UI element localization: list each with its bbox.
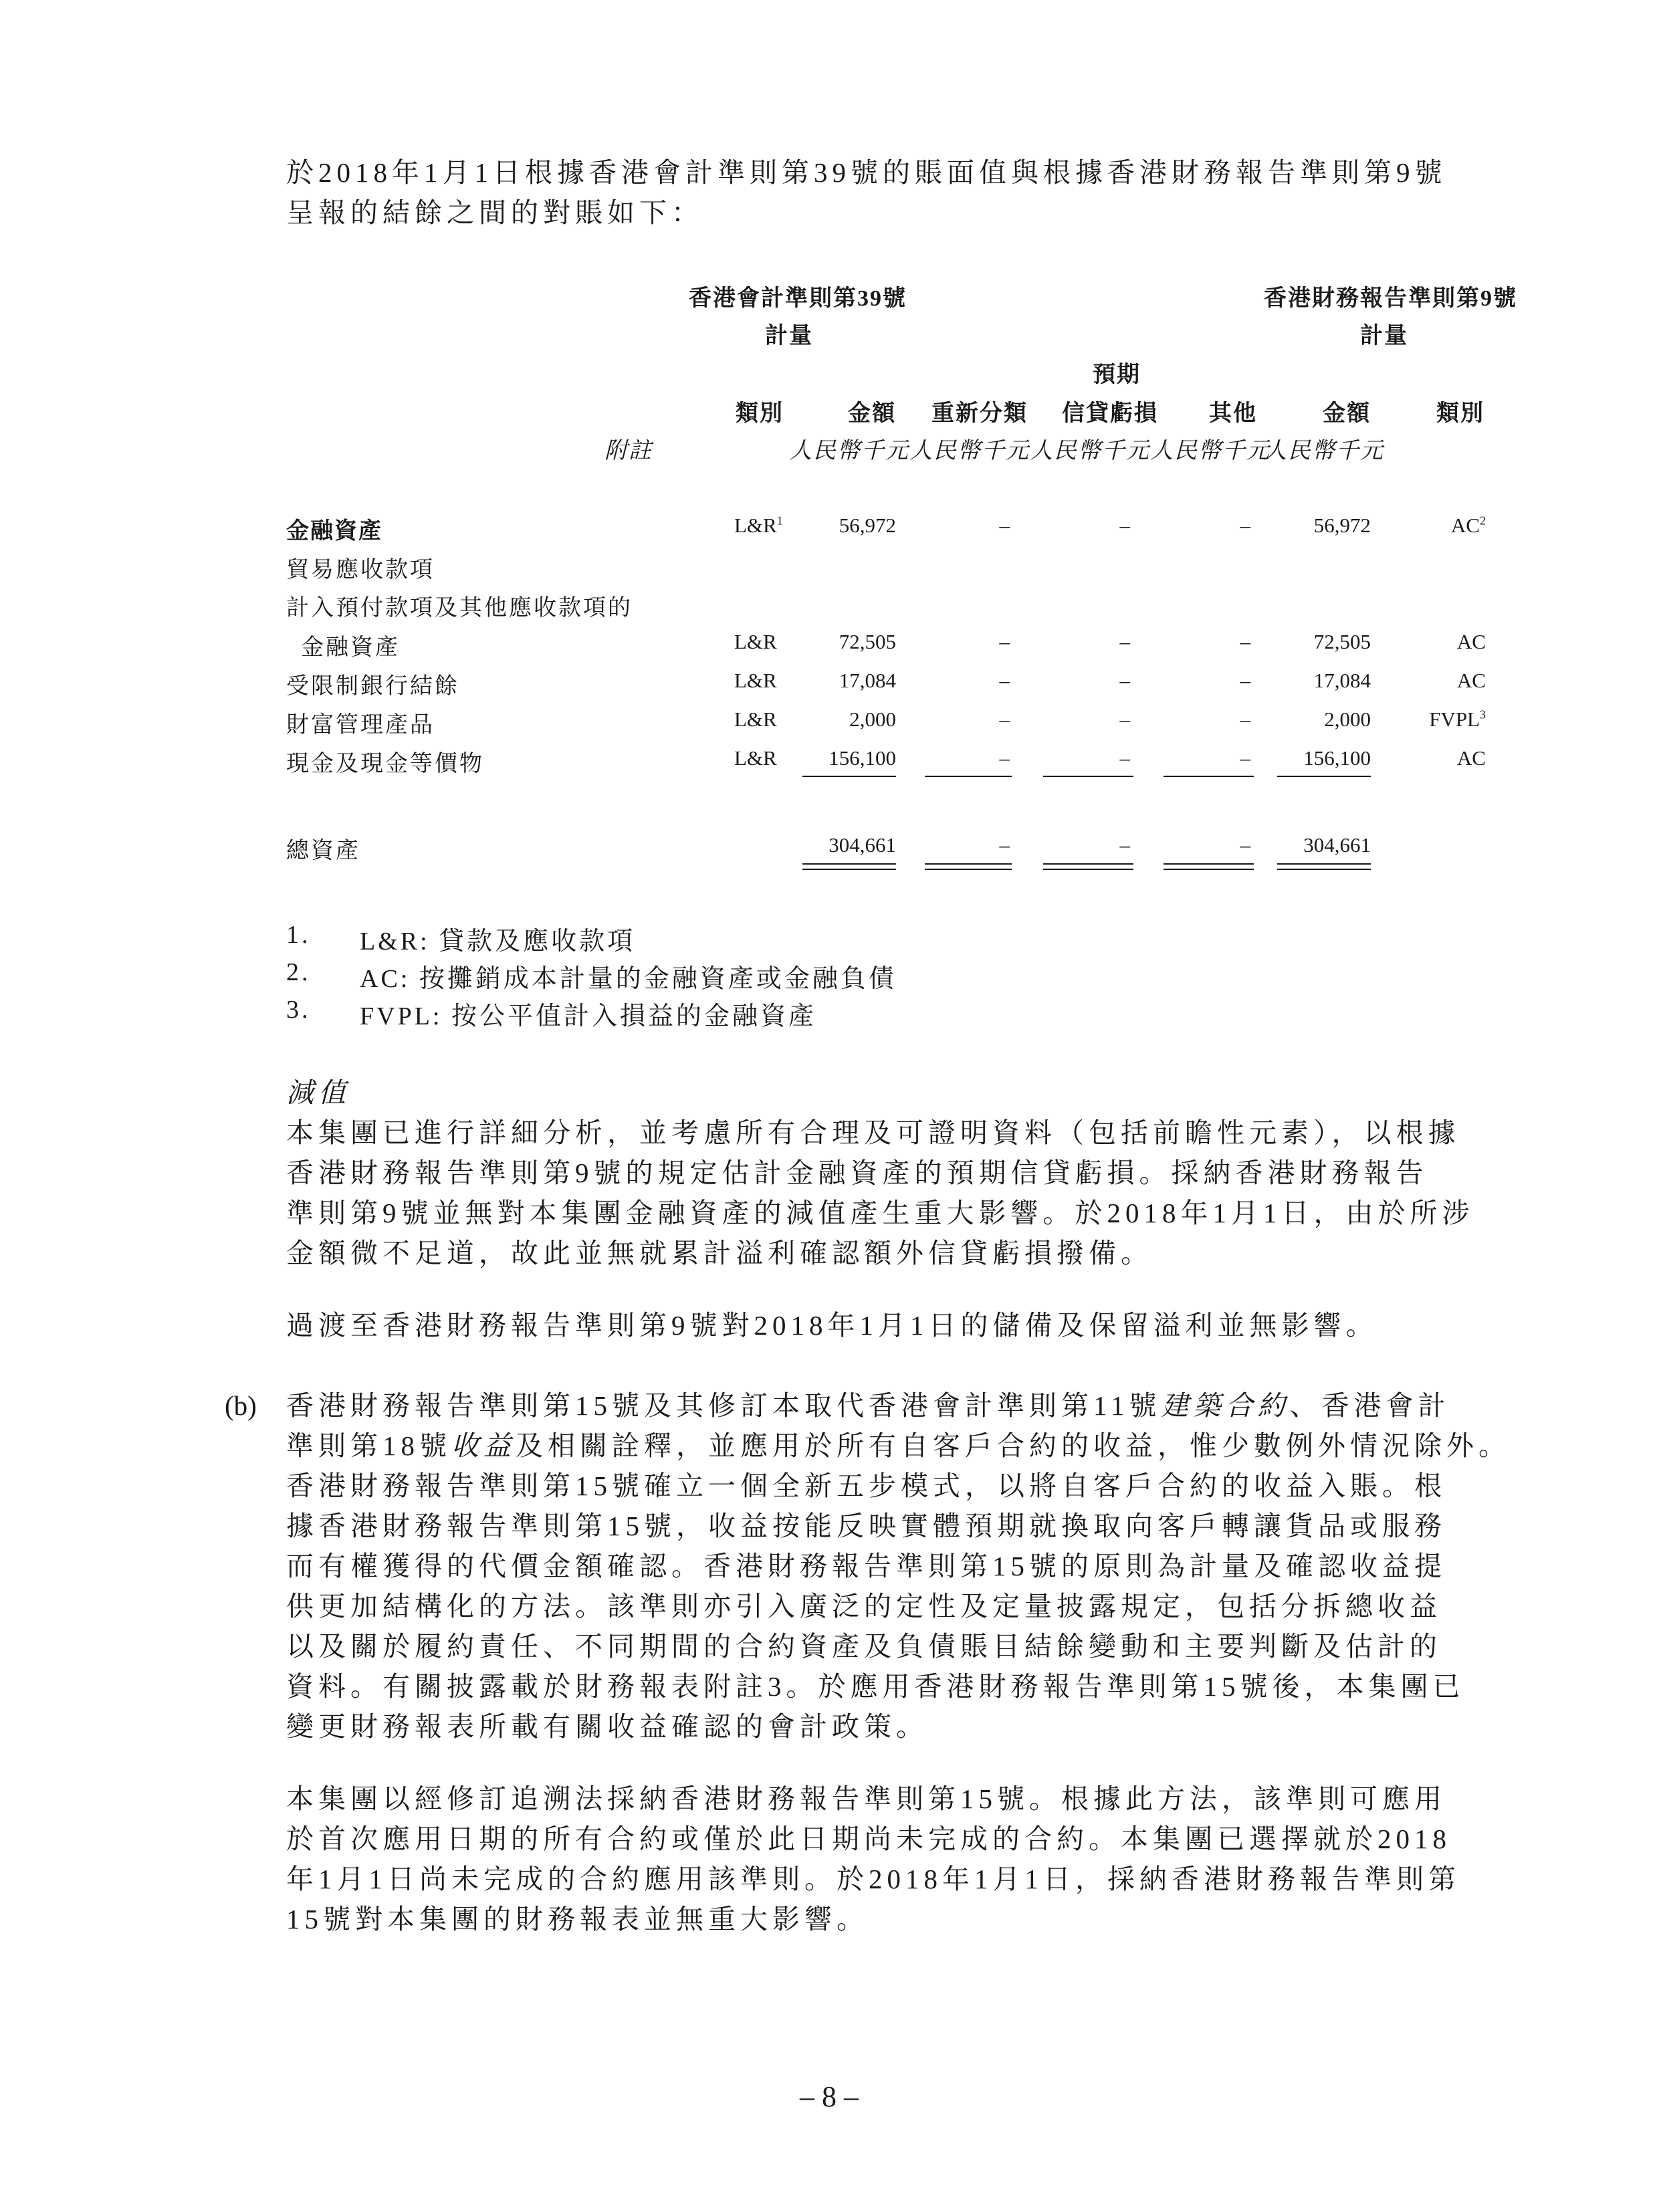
cell-amount-left: 72,505 bbox=[839, 630, 896, 653]
unit-label: 人民幣千元 bbox=[909, 439, 1030, 463]
unit-label: 人民幣千元 bbox=[789, 439, 909, 463]
cell-category-right: FVPL$^3$ bbox=[1429, 707, 1486, 731]
item-b-line: 而有權獲得的代價金額確認。香港財務報告準則第15號的原則為計量及確認收益提 bbox=[286, 1551, 1446, 1581]
cell-category-left: L&R bbox=[734, 707, 777, 731]
footnote-number: 2. bbox=[286, 958, 311, 986]
cell-category-left: L&R bbox=[734, 669, 777, 692]
col-header-other: 其他 bbox=[1209, 401, 1257, 426]
unit-label: 人民幣千元 bbox=[1150, 439, 1270, 463]
cell-other: – bbox=[1240, 746, 1250, 770]
cell-ecl: – bbox=[1119, 669, 1130, 692]
cell-category-left: L&R bbox=[734, 630, 777, 653]
cell-amount-left: 56,972 bbox=[839, 514, 896, 537]
page-number: – 8 – bbox=[800, 2080, 859, 2113]
footnote-number: 3. bbox=[286, 996, 311, 1024]
row-label-trade-receivables: 貿易應收款項 bbox=[286, 558, 435, 582]
item-b-line: 香港財務報告準則第15號及其修訂本取代香港會計準則第11號建築合約、香港會計 bbox=[286, 1390, 1450, 1421]
total-rule bbox=[802, 869, 896, 870]
cell-reclass: – bbox=[999, 630, 1010, 653]
cell-ecl: – bbox=[1119, 746, 1130, 770]
item-b-line: 以及關於履約責任、不同期間的合約資產及負債賬目結餘變動和主要判斷及估計的 bbox=[286, 1631, 1442, 1662]
adoption-line: 年1月1日尚未完成的合約應用該準則。於2018年1月1日，採納香港財務報告準則第 bbox=[286, 1864, 1460, 1894]
item-b-line: 準則第18號收益及相關詮釋，並應用於所有自客戶合約的收益，惟少數例外情況除外。 bbox=[286, 1430, 1511, 1461]
cell-total-reclass: – bbox=[999, 833, 1010, 857]
impairment-line: 本集團已進行詳細分析，並考慮所有合理及可證明資料（包括前瞻性元素），以根據 bbox=[286, 1117, 1460, 1148]
cell-amount-right: 72,505 bbox=[1313, 630, 1371, 653]
group-header-hkas39-measure: 計量 bbox=[765, 324, 813, 348]
section-title-financial-assets: 金融資產 bbox=[286, 519, 382, 544]
adoption-line: 15號對本集團的財務報表並無重大影響。 bbox=[286, 1904, 869, 1934]
cell-other: – bbox=[1240, 707, 1250, 731]
cell-category-left: $L\&R^1$ bbox=[734, 514, 783, 537]
cell-category-right: AC bbox=[1456, 746, 1486, 770]
total-rule bbox=[802, 863, 896, 865]
cell-category-left: L&R bbox=[734, 746, 777, 770]
col-header-reclass: 重新分類 bbox=[931, 401, 1028, 426]
subtotal-rule bbox=[1164, 776, 1254, 777]
cell-amount-right: 56,972 bbox=[1313, 514, 1371, 537]
cell-ecl: – bbox=[1119, 514, 1130, 537]
cell-reclass: – bbox=[999, 669, 1010, 692]
col-header-category-right: 類別 bbox=[1436, 401, 1484, 426]
cell-reclass: – bbox=[999, 707, 1010, 731]
row-label-restricted-bank: 受限制銀行結餘 bbox=[286, 674, 459, 699]
item-b-line: 變更財務報表所載有關收益確認的會計政策。 bbox=[286, 1711, 928, 1742]
item-b-line: 據香港財務報告準則第15號，收益按能反映實體預期就換取向客戶轉讓貨品或服務 bbox=[286, 1511, 1446, 1541]
transition-paragraph bbox=[286, 1305, 1503, 1345]
item-b-marker: (b) bbox=[225, 1390, 257, 1421]
cell-total-amount-left: 304,661 bbox=[828, 833, 896, 857]
transition-line: 過渡至香港財務報告準則第9號對2018年1月1日的儲備及保留溢利並無影響。 bbox=[286, 1310, 1378, 1341]
total-rule bbox=[1043, 869, 1133, 870]
footnote-text: L&R: 貸款及應收款項 bbox=[360, 927, 636, 956]
cell-ecl: – bbox=[1119, 707, 1130, 731]
total-rule bbox=[1277, 869, 1371, 870]
subtotal-rule bbox=[1277, 776, 1371, 777]
cell-category-right: $AC^2$ bbox=[1450, 514, 1486, 537]
total-rule bbox=[1277, 863, 1371, 865]
adoption-paragraph bbox=[286, 1779, 1503, 1939]
intro-line: 呈報的結餘之間的對賬如下： bbox=[286, 197, 703, 228]
cell-reclass: – bbox=[999, 746, 1010, 770]
row-label-cash: 現金及現金等價物 bbox=[286, 752, 484, 776]
item-b-line: 香港財務報告準則第15號確立一個全新五步模式，以將自客戶合約的收益入賬。根 bbox=[286, 1470, 1446, 1501]
unit-label: 人民幣千元 bbox=[1264, 439, 1384, 463]
group-header-hkfrs9-measure: 計量 bbox=[1360, 324, 1408, 348]
impairment-line: 金額微不足道，故此並無就累計溢利確認額外信貸虧損撥備。 bbox=[286, 1238, 1153, 1268]
col-header-ecl-line2: 信貸虧損 bbox=[1062, 401, 1158, 426]
cell-amount-right: 17,084 bbox=[1313, 669, 1371, 692]
cell-other: – bbox=[1240, 514, 1250, 537]
col-header-amount-right: 金額 bbox=[1323, 401, 1371, 426]
row-label-prepayments-cont: 金融資產 bbox=[301, 635, 400, 660]
cell-total-ecl: – bbox=[1119, 833, 1130, 857]
unit-label: 人民幣千元 bbox=[1030, 439, 1150, 463]
intro-paragraph bbox=[286, 152, 1503, 233]
footnote-text: AC: 按攤銷成本計量的金融資產或金融負債 bbox=[360, 965, 897, 993]
cell-total-other: – bbox=[1240, 833, 1250, 857]
item-b-line: 資料。有關披露載於財務報表附註3。於應用香港財務報告準則第15號後，本集團已 bbox=[286, 1671, 1465, 1702]
cell-amount-left: 156,100 bbox=[828, 746, 896, 770]
col-header-ecl-line1: 預期 bbox=[1093, 362, 1141, 387]
cell-category-right: AC bbox=[1456, 669, 1486, 692]
cell-amount-right: 2,000 bbox=[1324, 707, 1371, 731]
subtotal-rule bbox=[1043, 776, 1133, 777]
col-header-category-left: 類別 bbox=[736, 401, 784, 426]
subtotal-rule bbox=[925, 776, 1012, 777]
impairment-line: 準則第9號並無對本集團金融資產的減值產生重大影響。於2018年1月1日，由於所涉 bbox=[286, 1198, 1474, 1228]
total-rule bbox=[925, 863, 1012, 865]
cell-ecl: – bbox=[1119, 630, 1130, 653]
cell-amount-right: 156,100 bbox=[1303, 746, 1371, 770]
subtotal-rule bbox=[802, 776, 896, 777]
col-header-note: 附註 bbox=[604, 439, 653, 463]
footnote-number: 1. bbox=[286, 921, 311, 949]
item-b-line: 供更加結構化的方法。該準則亦引入廣泛的定性及定量披露規定，包括分拆總收益 bbox=[286, 1591, 1442, 1622]
cell-other: – bbox=[1240, 630, 1250, 653]
col-header-amount-left: 金額 bbox=[848, 401, 896, 426]
adoption-line: 於首次應用日期的所有合約或僅於此日期尚未完成的合約。本集團已選擇就於2018 bbox=[286, 1823, 1451, 1854]
cell-other: – bbox=[1240, 669, 1250, 692]
total-rule bbox=[1164, 863, 1254, 865]
total-rule bbox=[1164, 869, 1254, 870]
impairment-line: 香港財務報告準則第9號的規定估計金融資產的預期信貸虧損。採納香港財務報告 bbox=[286, 1157, 1428, 1188]
total-rule bbox=[1043, 863, 1133, 865]
group-header-hkas39: 香港會計準則第39號 bbox=[689, 286, 907, 311]
impairment-heading: 減值 bbox=[286, 1077, 350, 1108]
footnote-text: FVPL: 按公平值計入損益的金融資產 bbox=[360, 1002, 816, 1030]
total-rule bbox=[925, 869, 1012, 870]
cell-amount-left: 2,000 bbox=[849, 707, 896, 731]
item-b-paragraph bbox=[286, 1386, 1511, 1747]
cell-category-right: AC bbox=[1456, 630, 1486, 653]
row-label-prepayments: 計入預付款項及其他應收款項的 bbox=[286, 596, 633, 621]
intro-line: 於2018年1月1日根據香港會計準則第39號的賬面值與根據香港財務報告準則第9號 bbox=[286, 157, 1447, 188]
impairment-paragraph bbox=[286, 1113, 1503, 1273]
cell-reclass: – bbox=[999, 514, 1010, 537]
row-label-total-assets: 總資產 bbox=[286, 839, 360, 863]
cell-amount-left: 17,084 bbox=[839, 669, 896, 692]
adoption-line: 本集團以經修訂追溯法採納香港財務報告準則第15號。根據此方法，該準則可應用 bbox=[286, 1783, 1446, 1814]
group-header-hkfrs9: 香港財務報告準則第9號 bbox=[1264, 286, 1517, 311]
row-label-wealth-products: 財富管理產品 bbox=[286, 713, 435, 738]
cell-total-amount-right: 304,661 bbox=[1303, 833, 1371, 857]
